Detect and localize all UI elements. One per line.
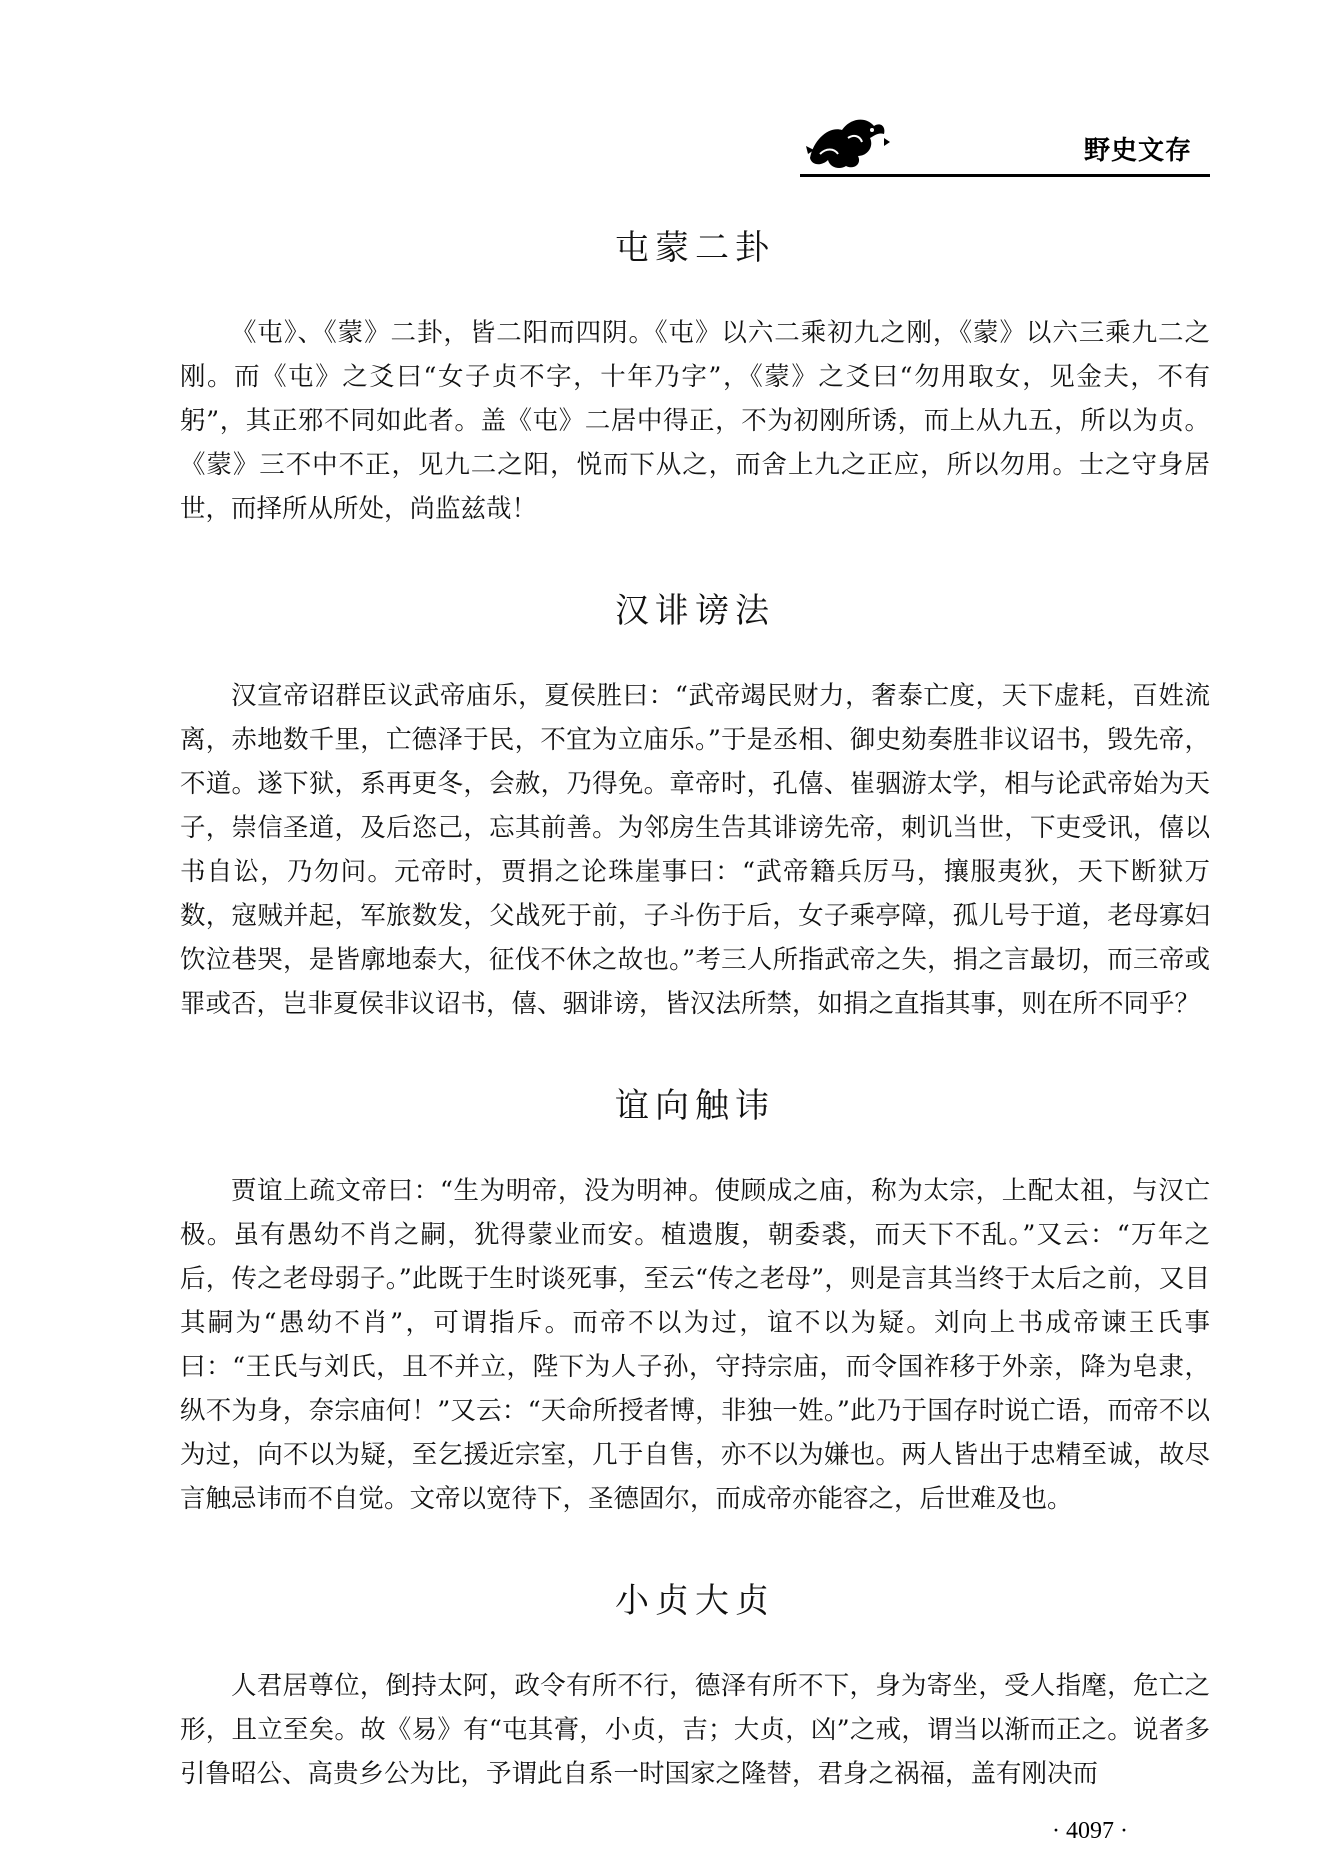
section-title: 汉诽谤法 xyxy=(615,591,775,631)
section-paragraph: 贾谊上疏文帝曰：“生为明帝，没为明神。使顾成之庙，称为太宗，上配太祖，与汉亡极。虽有愚幼不肖之嗣，犹得蒙业而安。植遗腹，朝委裘，而天下不乱。”又云：“万年之后，传之老母弱子。”此既于生时谈死事，至云“传之老母”，则是言其当终于太后之前，又目其嗣为“愚幼不肖”，可谓指斥。而帝不以为过，谊不以为疑。刘向上书成帝谏王氏事曰：“王氏与刘氏，且不并立，陛下为人子孙，守持宗庙，而令国祚移于外亲，降为皂隶，纵不为身，奈宗庙何！”又云：“天命所授者博，非独一姓。”此乃于国存时说亡语，而帝不以为过，向不以为疑，至乞援近宗室，几于自售，亦不以为嫌也。两人皆出于忠精至诚，故尽言触忌讳而不自觉。文帝以宽待下，圣德固尔，而成帝亦能容之，后世难及也。 xyxy=(180,1176,1210,1514)
section-paragraph: 汉宣帝诏群臣议武帝庙乐，夏侯胜曰：“武帝竭民财力，奢泰亡度，天下虚耗，百姓流离，赤地数千里，亡德泽于民，不宜为立庙乐。”于是丞相、御史劾奏胜非议诏书，毁先帝，不道。遂下狱，系再更冬，会赦，乃得免。章帝时，孔僖、崔骃游太学，相与论武帝始为天子，崇信圣道，及后恣己，忘其前善。为邻房生告其诽谤先帝，刺讥当世，下吏受讯，僖以书自讼，乃勿问。元帝时，贾捐之论珠崖事曰：“武帝籍兵厉马，攘服夷狄，天下断狱万数，寇贼并起，军旅数发，父战死于前，子斗伤于后，女子乘亭障，孤儿号于道，老母寡妇饮泣巷哭，是皆廓地泰大，征伐不休之故也。”考三人所指武帝之失，捐之言最切，而三帝或罪或否，岂非夏侯非议诏书，僖、骃诽谤，皆汉法所禁，如捐之直指其事，则在所不同乎？ xyxy=(180,681,1210,1019)
section-title: 屯蒙二卦 xyxy=(615,228,775,268)
section xyxy=(180,1573,1210,1796)
section xyxy=(180,1078,1210,1521)
series-title: 野史文存 xyxy=(1083,136,1192,166)
section-paragraph: 人君居尊位，倒持太阿，政令有所不行，德泽有所不下，身为寄坐，受人指麾，危亡之形，且立至矣。故《易》有“屯其膏，小贞，吉；大贞，凶”之戒，谓当以渐而正之。说者多引鲁昭公、高贵乡公为比，予谓此自系一时国家之隆替，君身之祸福，盖有刚决而 xyxy=(180,1671,1210,1789)
section-paragraph: 《屯》、《蒙》二卦，皆二阳而四阴。《屯》以六二乘初九之刚，《蒙》以六三乘九二之刚。而《屯》之爻曰“女子贞不字，十年乃字”，《蒙》之爻曰“勿用取女，见金夫，不有躬”，其正邪不同如此者。盖《屯》二居中得正，不为初刚所诱，而上从九五，所以为贞。《蒙》三不中不正，见九二之阳，悦而下从之，而舍上九之正应，所以勿用。士之守身居世，而择所从所处，尚监兹哉！ xyxy=(180,318,1210,524)
section-title: 小贞大贞 xyxy=(615,1581,775,1621)
running-header xyxy=(800,108,1210,178)
header-rule xyxy=(800,174,1210,177)
dragon-logo-icon xyxy=(800,108,890,174)
page-content xyxy=(180,220,1210,1848)
section xyxy=(180,583,1210,1026)
section-title: 谊向触讳 xyxy=(615,1086,775,1126)
section xyxy=(180,220,1210,531)
page-number: · 4097 · xyxy=(1052,1818,1128,1844)
